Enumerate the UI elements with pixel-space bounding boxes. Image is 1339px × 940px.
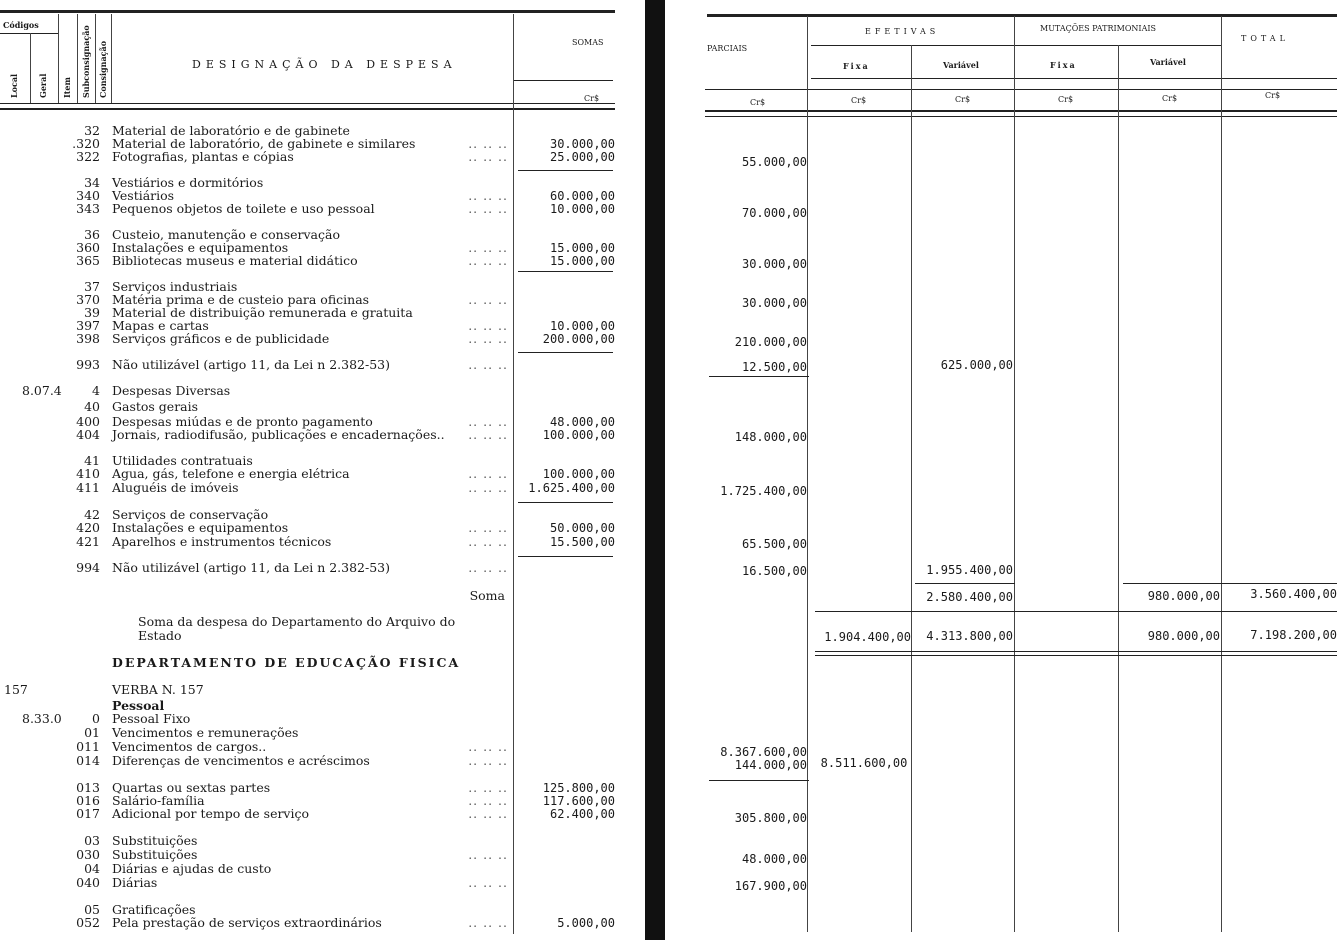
expense-description: Aparelhos e instrumentos técnicos <box>112 534 332 549</box>
item-code: 017 <box>76 806 100 821</box>
parcial-value: 48.000,00 <box>741 852 807 866</box>
dot-leader: .. .. .. <box>468 520 508 535</box>
parcial-value: 16.500,00 <box>741 564 807 578</box>
total-rule <box>815 651 1337 652</box>
mutacoes-header: MUTAÇÕES PATRIMONIAIS <box>1040 24 1156 33</box>
variavel-value: 2.580.400,00 <box>926 590 1013 604</box>
expense-description: Serviços de conservação <box>112 507 269 522</box>
dot-leader: .. .. .. <box>468 480 508 495</box>
somas-header: SOMAS <box>572 38 604 47</box>
item-code: 404 <box>76 427 100 442</box>
dot-leader: .. .. .. <box>468 414 508 429</box>
dot-leader: .. .. .. <box>468 331 508 346</box>
col-divider <box>77 14 78 103</box>
item-code: 400 <box>76 414 100 429</box>
item-code: 39 <box>84 305 100 320</box>
dot-leader: .. .. .. <box>468 240 508 255</box>
expense-description: Despesas Diversas <box>112 383 231 398</box>
item-code: 340 <box>76 188 100 203</box>
item-code: 4 <box>92 383 100 398</box>
expense-description: Vencimentos e remunerações <box>112 725 299 740</box>
subtotal-rule <box>709 780 809 781</box>
dot-leader: .. .. .. <box>468 915 508 930</box>
dot-leader: .. .. .. <box>468 318 508 333</box>
expense-description: Fotografias, plantas e cópias <box>112 149 294 164</box>
local-header: Local <box>9 73 19 98</box>
dot-leader: .. .. .. <box>468 875 508 890</box>
dot-leader: .. .. .. <box>468 149 508 164</box>
dot-leader: .. .. .. <box>468 292 508 307</box>
expense-description: Serviços gráficos e de publicidade <box>112 331 330 346</box>
efetivas-header: EFETIVAS <box>865 27 940 36</box>
expense-description: Gratificações <box>112 902 196 917</box>
expense-description: Não utilizável (artigo 11, da Lei n 2.382-53) <box>112 560 391 575</box>
item-code: 0 <box>92 711 100 726</box>
efetivas-rule <box>811 45 1221 46</box>
col-divider <box>1014 16 1015 932</box>
header-bottom-rule <box>0 103 615 104</box>
dot-leader: .. .. .. <box>468 847 508 862</box>
expense-description: Bibliotecas museus e material didático <box>112 253 358 268</box>
total-value: 3.560.400,00 <box>1250 587 1337 601</box>
expense-description: Matéria prima e de custeio para oficinas <box>112 292 370 307</box>
fixa-value: 8.511.600,00 <box>820 756 908 770</box>
right-page <box>665 0 1339 940</box>
item-code: 34 <box>84 175 100 190</box>
expense-description: Despesas miúdas e de pronto pagamento <box>112 414 373 429</box>
parcial-value: 305.800,00 <box>734 811 807 825</box>
subtotal-rule <box>518 556 613 557</box>
expense-description: Vencimentos de cargos.. <box>112 739 267 754</box>
parcial-value: 8.367.600,00 <box>720 745 807 759</box>
parcial-value: 167.900,00 <box>734 879 807 893</box>
parcial-value: 65.500,00 <box>741 537 807 551</box>
mutacao-variavel-value: 980.000,00 <box>1147 589 1220 603</box>
consignacao-header: Consignação <box>98 40 108 98</box>
soma-description: Soma da despesa do Departamento do Arquivo do <box>138 614 456 629</box>
expense-description: Custeio, manutenção e conservação <box>112 227 340 242</box>
department-title: DEPARTAMENTO DE EDUCAÇÃO FISICA <box>112 655 461 670</box>
item-code: 04 <box>84 861 100 876</box>
local-code: 8.33.0 <box>22 711 62 726</box>
expense-value: 100.000,00 <box>542 467 615 481</box>
codigos-rule <box>0 33 58 34</box>
total-header: TOTAL <box>1241 34 1289 43</box>
dot-leader: .. .. .. <box>468 780 508 795</box>
dot-leader: .. .. .. <box>468 188 508 203</box>
expense-description: Instalações e equipamentos <box>112 520 289 535</box>
fixa-value: 1.904.400,00 <box>824 630 911 644</box>
variavel-mutacao-header: Variável <box>1150 57 1186 67</box>
item-code: 322 <box>76 149 100 164</box>
expense-description: Gastos gerais <box>112 399 199 414</box>
parcial-value: 30.000,00 <box>741 257 807 271</box>
expense-description: Material de laboratório e de gabinete <box>112 123 350 138</box>
book-spine <box>645 0 665 940</box>
parcial-value: 70.000,00 <box>741 206 807 220</box>
dot-leader: .. .. .. <box>468 136 508 151</box>
expense-description: Salário-família <box>112 793 205 808</box>
subtotal-rule <box>815 611 1337 612</box>
expense-description: Substituições <box>112 833 198 848</box>
expense-description: Diferenças de vencimentos e acréscimos <box>112 753 370 768</box>
expense-description: Jornais, radiodifusão, publicações e encadernações.. <box>112 427 445 442</box>
expense-value: 5.000,00 <box>557 916 615 930</box>
item-code: 397 <box>76 318 100 333</box>
expense-value: 15.000,00 <box>549 241 615 255</box>
header-double-rule <box>0 108 615 110</box>
item-code: 42 <box>84 507 100 522</box>
subheader-rule <box>811 78 1337 79</box>
variavel-value: 1.955.400,00 <box>926 563 1013 577</box>
dot-leader: .. .. .. <box>468 806 508 821</box>
soma-label: Soma <box>469 588 505 603</box>
expense-value: 200.000,00 <box>542 332 615 346</box>
expense-value: 25.000,00 <box>549 150 615 164</box>
designacao-header: DESIGNAÇÃO DA DESPESA <box>192 58 457 71</box>
fixa-header: Fixa <box>843 61 870 71</box>
dot-leader: .. .. .. <box>468 739 508 754</box>
somas-currency: Cr$ <box>584 94 600 103</box>
subtotal-rule <box>518 271 613 272</box>
item-header: Item <box>62 77 72 98</box>
expense-description: Mapas e cartas <box>112 318 209 333</box>
expense-value: 62.400,00 <box>549 807 615 821</box>
subconsignacao-header: Subconsignação <box>81 25 91 98</box>
col-divider <box>30 33 31 103</box>
col-divider <box>1118 45 1119 932</box>
item-code: 994 <box>76 560 100 575</box>
item-code: 37 <box>84 279 100 294</box>
variavel-value: 625.000,00 <box>940 358 1013 372</box>
parcial-value: 210.000,00 <box>734 335 807 349</box>
col-divider <box>807 16 808 932</box>
expense-value: 1.625.400,00 <box>528 481 615 495</box>
expense-description: Pessoal Fixo <box>112 711 191 726</box>
item-code: 398 <box>76 331 100 346</box>
dot-leader: .. .. .. <box>468 201 508 216</box>
item-code: 411 <box>76 480 100 495</box>
item-code: 421 <box>76 534 100 549</box>
expense-description: Quartas ou sextas partes <box>112 780 271 795</box>
expense-description: Substituições <box>112 847 198 862</box>
dot-leader: .. .. .. <box>468 560 508 575</box>
item-code: 370 <box>76 292 100 307</box>
local-code: 157 <box>4 682 28 697</box>
parciais-header: PARCIAIS <box>707 44 748 53</box>
col-divider <box>111 14 112 103</box>
item-code: 040 <box>76 875 100 890</box>
subtotal-rule <box>709 376 809 377</box>
expense-description: Vestiários e dormitórios <box>112 175 264 190</box>
expense-value: 48.000,00 <box>549 415 615 429</box>
col-divider <box>95 14 96 103</box>
expense-description: Pequenos objetos de toilete e uso pessoal <box>112 201 375 216</box>
expense-value: 15.000,00 <box>549 254 615 268</box>
dot-leader: .. .. .. <box>468 534 508 549</box>
currency-label: Cr$ <box>1162 94 1178 103</box>
parcial-value: 1.725.400,00 <box>720 484 807 498</box>
item-code: 01 <box>84 725 100 740</box>
expense-value: 100.000,00 <box>542 428 615 442</box>
item-code: 013 <box>76 780 100 795</box>
dot-leader: .. .. .. <box>468 793 508 808</box>
col-divider <box>911 45 912 932</box>
parciais-rule <box>705 89 1337 90</box>
somas-rule <box>513 80 613 81</box>
expense-value: 117.600,00 <box>542 794 615 808</box>
expense-description: Diárias <box>112 875 158 890</box>
dot-leader: .. .. .. <box>468 253 508 268</box>
item-code: 410 <box>76 466 100 481</box>
geral-header: Geral <box>38 73 48 98</box>
item-code: 41 <box>84 453 100 468</box>
expense-description: Aluguéis de imóveis <box>112 480 239 495</box>
item-code: 32 <box>84 123 100 138</box>
parcial-value: 55.000,00 <box>741 155 807 169</box>
dot-leader: .. .. .. <box>468 427 508 442</box>
col-divider <box>58 14 59 103</box>
item-code: 05 <box>84 902 100 917</box>
fixa-mutacao-header: Fixa <box>1050 60 1077 70</box>
subtotal-rule <box>518 170 613 171</box>
total-value: 7.198.200,00 <box>1250 628 1337 642</box>
total-rule <box>815 655 1337 656</box>
dot-leader: .. .. .. <box>468 753 508 768</box>
header-top-rule <box>0 10 615 13</box>
item-code: 014 <box>76 753 100 768</box>
header-bottom-rule <box>705 110 1337 112</box>
parcial-value: 30.000,00 <box>741 296 807 310</box>
item-code: 993 <box>76 357 100 372</box>
expense-description: Não utilizável (artigo 11, da Lei n 2.382-53) <box>112 357 391 372</box>
item-code: 360 <box>76 240 100 255</box>
item-code: 343 <box>76 201 100 216</box>
parcial-value: 144.000,00 <box>734 758 807 772</box>
expense-description: Serviços industriais <box>112 279 238 294</box>
parcial-value: 12.500,00 <box>741 360 807 374</box>
item-code: 052 <box>76 915 100 930</box>
verba-title: VERBA N. 157 <box>112 682 204 697</box>
currency-label: Cr$ <box>1058 95 1074 104</box>
item-code: 011 <box>76 739 100 754</box>
variavel-value: 4.313.800,00 <box>926 629 1013 643</box>
left-page <box>0 0 645 940</box>
expense-value: 10.000,00 <box>549 202 615 216</box>
subtotal-rule <box>1123 583 1337 584</box>
local-code: 8.07.4 <box>22 383 62 398</box>
currency-label: Cr$ <box>851 96 867 105</box>
expense-value: 60.000,00 <box>549 189 615 203</box>
item-code: 36 <box>84 227 100 242</box>
subtotal-rule <box>915 583 1015 584</box>
variavel-header: Variável <box>943 60 979 70</box>
expense-value: 15.500,00 <box>549 535 615 549</box>
subtotal-rule <box>518 502 613 503</box>
expense-description: Adicional por tempo de serviço <box>112 806 310 821</box>
dot-leader: .. .. .. <box>468 466 508 481</box>
expense-value: 125.800,00 <box>542 781 615 795</box>
soma-description: Estado <box>138 628 182 643</box>
item-code: 40 <box>84 399 100 414</box>
item-code: .320 <box>72 136 100 151</box>
expense-value: 10.000,00 <box>549 319 615 333</box>
currency-label: Cr$ <box>750 98 766 107</box>
header-double-rule <box>705 116 1337 117</box>
item-code: 030 <box>76 847 100 862</box>
col-divider <box>1221 16 1222 932</box>
mutacao-variavel-value: 980.000,00 <box>1147 629 1220 643</box>
expense-description: Vestiários <box>112 188 175 203</box>
currency-label: Cr$ <box>1265 91 1281 100</box>
currency-label: Cr$ <box>955 95 971 104</box>
expense-value: 50.000,00 <box>549 521 615 535</box>
expense-description: Utilidades contratuais <box>112 453 253 468</box>
header-top-rule <box>707 14 1337 17</box>
expense-description: Material de laboratório, de gabinete e similares <box>112 136 416 151</box>
item-code: 016 <box>76 793 100 808</box>
expense-description: Diárias e ajudas de custo <box>112 861 272 876</box>
dot-leader: .. .. .. <box>468 357 508 372</box>
parcial-value: 148.000,00 <box>734 430 807 444</box>
codigos-header: Códigos <box>3 20 39 30</box>
expense-description: Pela prestação de serviços extraordinários <box>112 915 382 930</box>
item-code: 03 <box>84 833 100 848</box>
section-title: Pessoal <box>112 698 165 713</box>
expense-description: Material de distribuição remunerada e gratuita <box>112 305 413 320</box>
somas-column-divider <box>513 14 514 934</box>
item-code: 420 <box>76 520 100 535</box>
expense-description: Agua, gás, telefone e energia elétrica <box>112 466 350 481</box>
expense-value: 30.000,00 <box>549 137 615 151</box>
expense-description: Instalações e equipamentos <box>112 240 289 255</box>
subtotal-rule <box>518 352 613 353</box>
item-code: 365 <box>76 253 100 268</box>
